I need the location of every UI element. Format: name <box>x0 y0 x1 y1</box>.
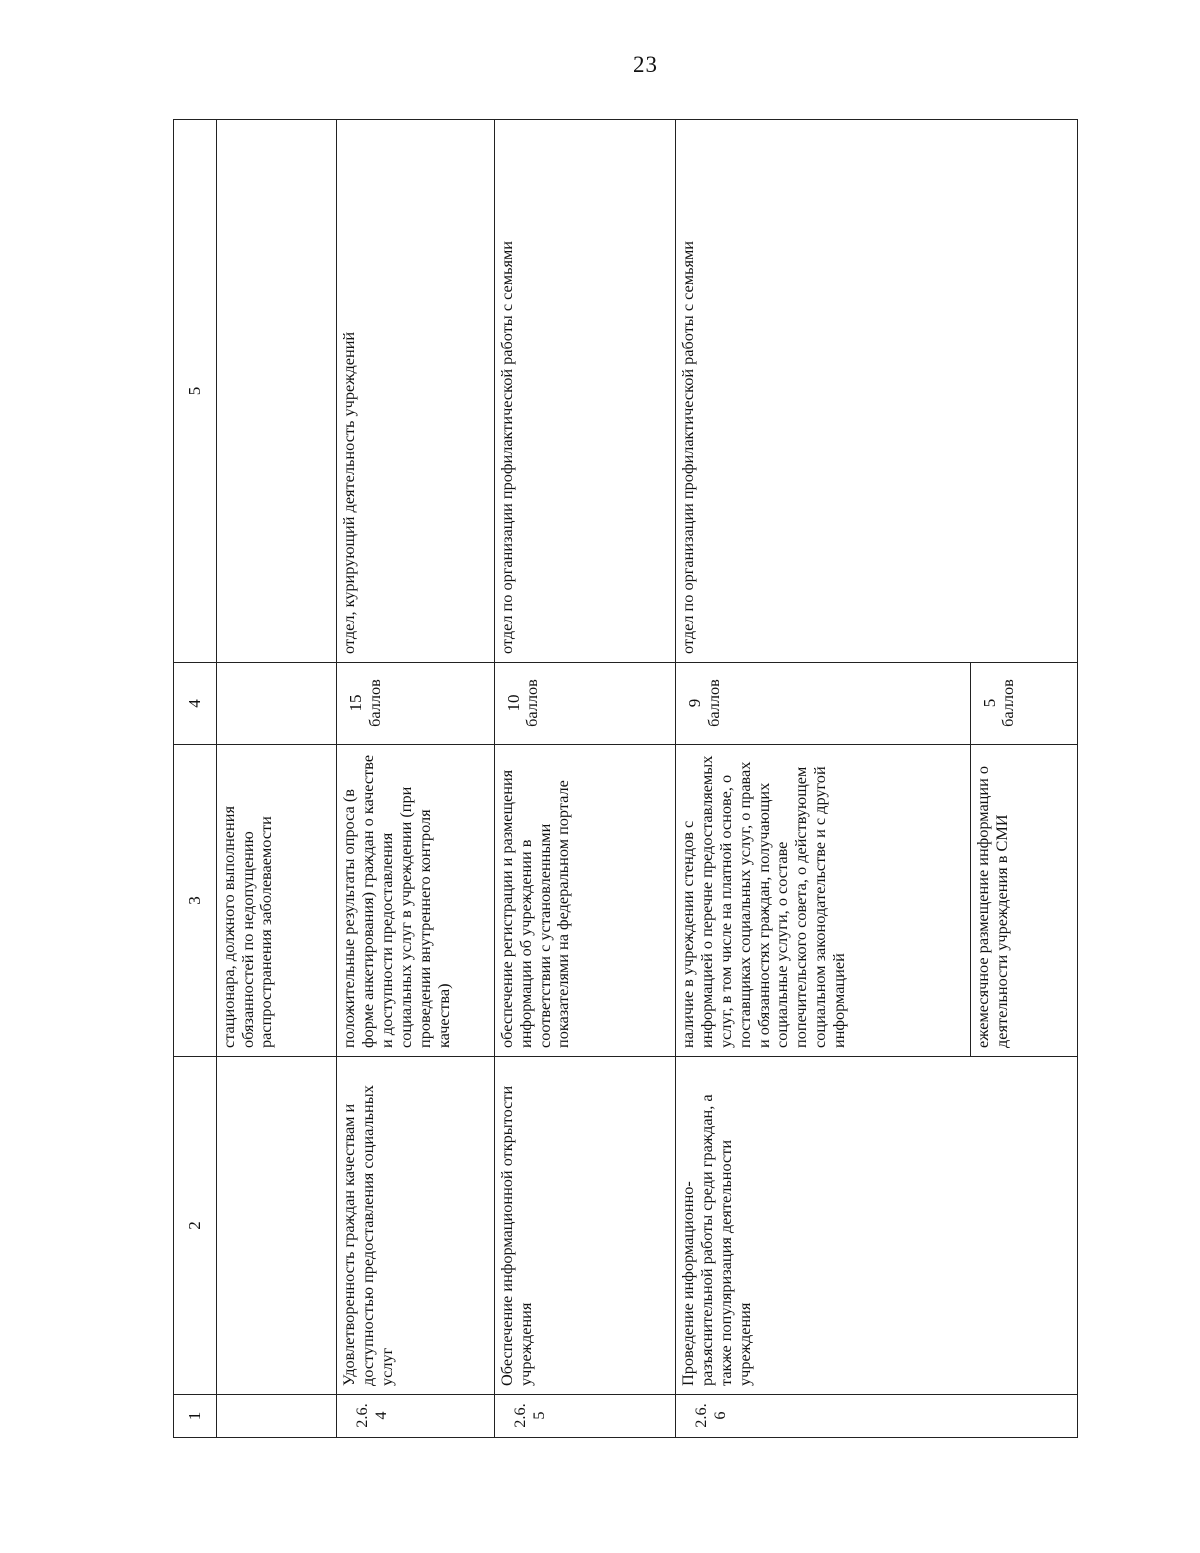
header-col-3: 3 <box>174 745 217 1057</box>
points-unit: баллов <box>365 679 385 727</box>
indicator-cell: Обеспечение информационной открытости учреждения <box>494 1057 675 1395</box>
points-unit: баллов <box>998 679 1018 727</box>
points-value: 10 <box>503 694 523 712</box>
header-row <box>174 120 217 1438</box>
row-number-cell <box>216 1395 337 1438</box>
responsible-cell: отдел, курирующий деятельность учреждений <box>337 120 494 663</box>
points-cell <box>970 663 1077 745</box>
indicator-cell: Проведение информационно-разъяснительной работы среди граждан, а также популяризация деятельности учреждения <box>675 1057 1077 1395</box>
points-cell <box>675 663 970 745</box>
table-row-continuation <box>216 120 337 1438</box>
criterion-cell: обеспечение регистрации и размещения информации об учреждении в соответствии с установленными показателями на федеральном портале <box>494 745 675 1057</box>
points-value: 9 <box>684 698 704 708</box>
table-row <box>337 120 494 1438</box>
criterion-cell: ежемесячное размещение информации о деятельности учреждения в СМИ <box>970 745 1077 1057</box>
points-unit: баллов <box>522 679 542 727</box>
table-row <box>675 120 970 1438</box>
points-unit: баллов <box>703 679 723 727</box>
criteria-table <box>173 119 1078 1438</box>
points-value: 15 <box>346 694 366 712</box>
row-number-cell: 2.6.5 <box>494 1395 675 1438</box>
points-cell <box>494 663 675 745</box>
header-col-5: 5 <box>174 120 217 663</box>
points-cell <box>216 663 337 745</box>
criterion-cell: наличие в учреждении стендов с информацией о перечне предоставляемых услуг, в том числе на платной основе, о поставщиках социальных услуг, о правах и обязанностях граждан, получающих социальные услуги, о составе попечительского совета, о действующем социальном законодательстве и с другой информацией <box>675 745 970 1057</box>
header-col-2: 2 <box>174 1057 217 1395</box>
table-container <box>173 120 1078 1438</box>
rotated-table-frame <box>173 116 1078 1438</box>
indicator-cell <box>216 1057 337 1395</box>
row-number-cell: 2.6.6 <box>675 1395 1077 1438</box>
page-number: 23 <box>633 52 658 77</box>
header-col-4: 4 <box>174 663 217 745</box>
header-col-1: 1 <box>174 1395 217 1438</box>
row-number-cell: 2.6.4 <box>337 1395 494 1438</box>
points-value: 5 <box>979 698 999 708</box>
responsible-cell <box>216 120 337 663</box>
table-row <box>494 120 675 1438</box>
points-cell <box>337 663 494 745</box>
responsible-cell: отдел по организации профилактической работы с семьями <box>494 120 675 663</box>
responsible-cell: отдел по организации профилактической работы с семьями <box>675 120 1077 663</box>
criterion-cell: положительные результаты опроса (в форме анкетирования) граждан о качестве и доступности предоставления социальных услуг в учреждении (при проведении внутреннего контроля качества) <box>337 745 494 1057</box>
indicator-cell: Удовлетворенность граждан качествам и доступностью предоставления социальных услуг <box>337 1057 494 1395</box>
criterion-cell: стационара, должного выполнения обязанностей по недопущению распространения заболеваемости <box>216 745 337 1057</box>
